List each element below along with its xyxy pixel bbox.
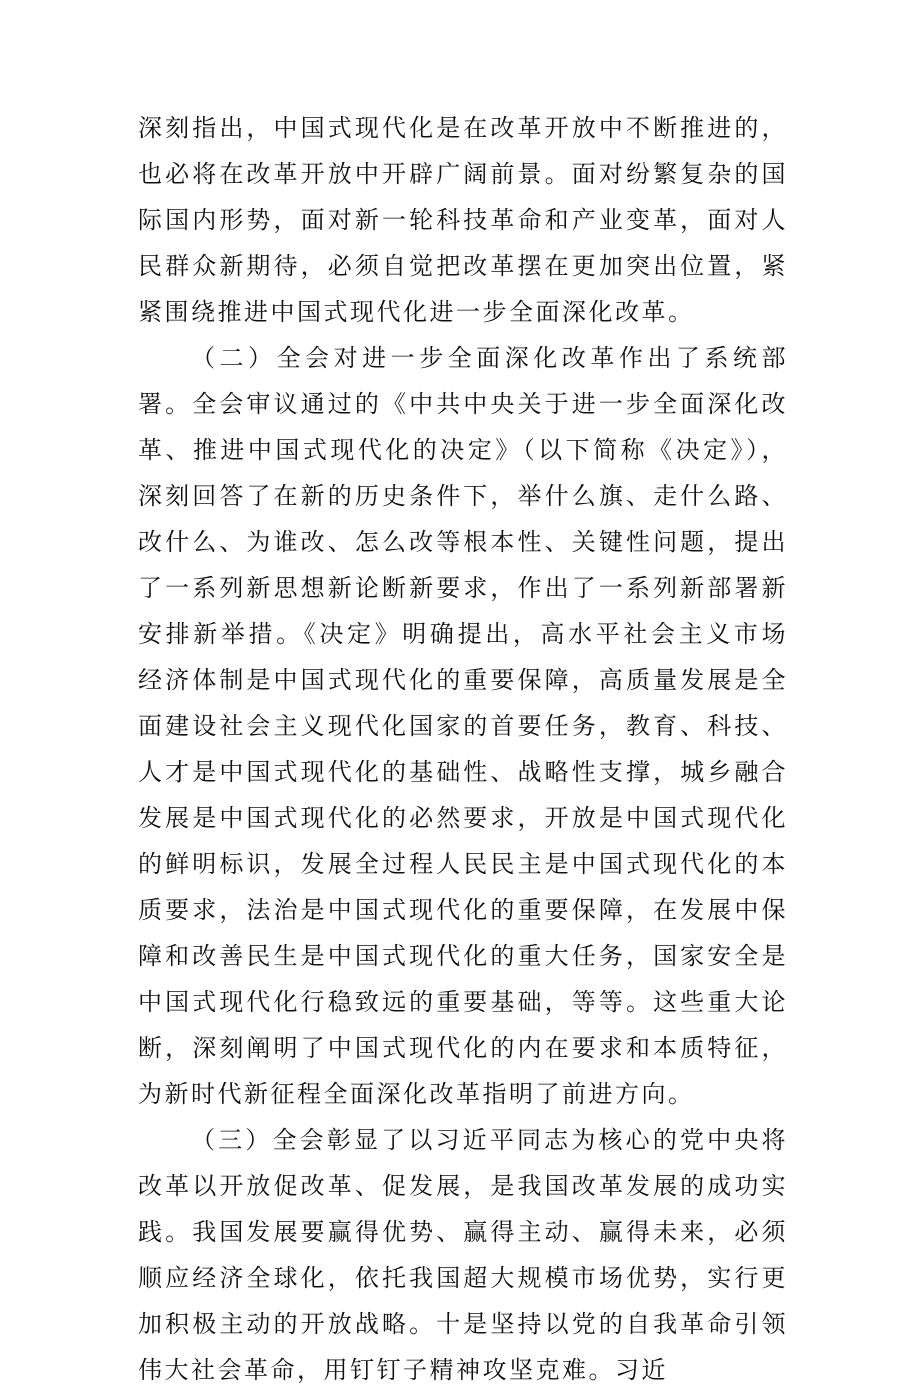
paragraph-section-two: （二）全会对进一步全面深化改革作出了系统部署。全会审议通过的《中共中央关于进一步全面深化改革、推进中国式现代化的决定》（以下简称《决定》），深刻回答了在新的历史条件下，举什么旗、走什么路、改什么、为谁改、怎么改等根本性、关键性问题，提出了一系列新思想新论断新要求，作出了一系列新部署新安排新举措。《决定》明确提出，高水平社会主义市场经济体制是中国式现代化的重要保障，高质量发展是全面建设社会主义现代化国家的首要任务，教育、科技、人才是中国式现代化的基础性、战略性支撑，城乡融合发展是中国式现代化的必然要求，开放是中国式现代化的鲜明标识，发展全过程人民民主是中国式现代化的本质要求，法治是中国式现代化的重要保障，在发展中保障和改善民生是中国式现代化的重大任务，国家安全是中国式现代化行稳致远的重要基础，等等。这些重大论断，深刻阐明了中国式现代化的内在要求和本质特征，为新时代新征程全面深化改革指明了前进方向。 <box>138 344 788 1108</box>
paragraph-section-three: （三）全会彰显了以习近平同志为核心的党中央将改革以开放促改革、促发展，是我国改革发展的成功实践。我国发展要赢得优势、赢得主动、赢得未来，必须顺应经济全球化，依托我国超大规模市场优势，实行更加积极主动的开放战略。十是坚持以党的自我革命引领伟大社会革命，用钉钉子精神攻坚克难。习近 <box>138 1126 788 1384</box>
document-body <box>138 105 788 1393</box>
paragraph-continuation: 深刻指出，中国式现代化是在改革开放中不断推进的，也必将在改革开放中开辟广阔前景。面对纷繁复杂的国际国内形势，面对新一轮科技革命和产业变革，面对人民群众新期待，必须自觉把改革摆在更加突出位置，紧紧围绕推进中国式现代化进一步全面深化改革。 <box>138 114 788 326</box>
